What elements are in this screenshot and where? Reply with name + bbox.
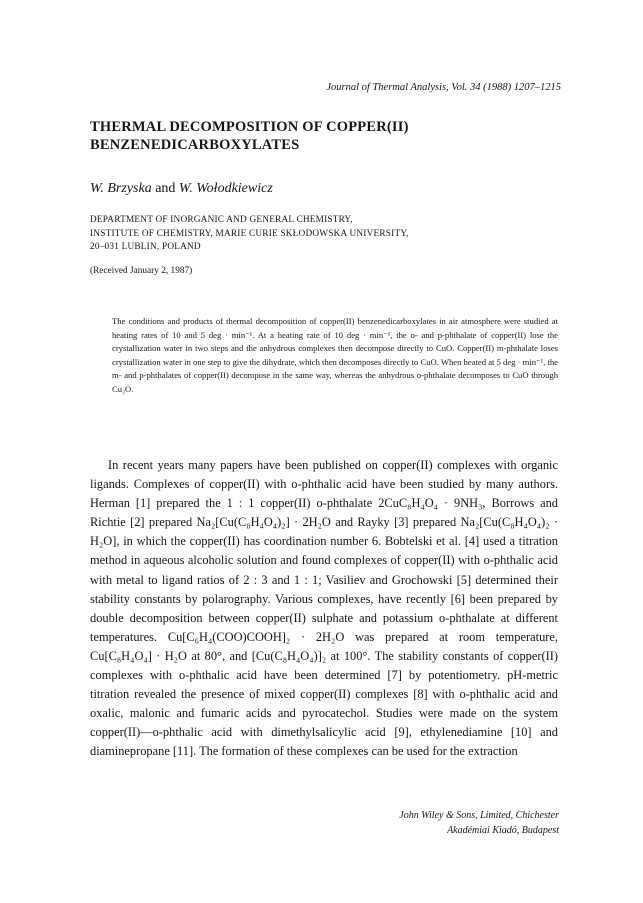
body-paragraph: In recent years many papers have been published on copper(II) complexes with organic ligands. Complexes of copper(II) with o-phthalic acid have been studied by many authors. Herman [1] prepared the 1 : 1 copper(II) o-phthalate 2CuC₈H₄O₄ · 9NH₃, Borrows and Richtie [2] prepared Na₂[Cu(C₈H₄O₄)₂] · 2H₂O and Rayky [3] prepared Na₂[Cu(C₈H₄O₄)₂ · H₂O], in which the copper(II) has coordination number 6. Bobtelski et al. [4] used a titration method in aqueous alcoholic solution and found complexes of copper(II) with o-phthalic acid with metal to ligand ratios of 2 : 3 and 1 : 1; Vasiliev and Grochowski [5] determined their stability constants by polarography. Various complexes, have recently [6] been prepared by double decomposition between copper(II) sulphate and potassium o-phthalate at different temperatures. Cu[C₆H₄(COO)COOH]₂ · 2H₂O was prepared at room temperature, Cu[C₈H₄O₄] · H₂O at 80°, and [Cu(C₈H₄O₄)]₂ at 100°. The stability constants of copper(II) complexes with o-phthalic acid have been determined [7] by potentiometry. pH-metric titration revealed the presence of mixed copper(II) complexes [8] with o-phthalic acid and oxalic, malonic and fumaric acids and pyrocatechol. Studies were made on the system copper(II)—o-phthalic acid with dimethylsalicylic acid [9], ethylenediamine [10] and diaminepropane [11]. The formation of these complexes can be used for the extraction — [90, 458, 558, 759]
received-date: (Received January 2, 1987) — [90, 266, 193, 276]
affiliation — [90, 214, 550, 255]
article-title — [90, 118, 560, 154]
author-joiner: and — [151, 181, 179, 196]
journal-citation: Journal of Thermal Analysis, Vol. 34 (1988) 1207–1215 — [326, 82, 561, 93]
affiliation-line-1: DEPARTMENT OF INORGANIC AND GENERAL CHEMISTRY, — [90, 215, 353, 225]
abstract: The conditions and products of thermal decomposition of copper(II) benzenedicarboxylates in air atmosphere were studied at heating rates of 10 and 5 deg · min⁻¹. At a heating rate of 10 deg · min⁻¹, the o- and p-phthalate of copper(II) lose the crystallization water in two steps and the anhydrous complexes then decompose directly to CuO. Copper(II) m-phthalate loses crystallization water in one step to give the dihydrate, which then decomposes directly to CuO. When heated at 5 deg · min⁻¹, the m- and p-phthalates of copper(II) decompose in the same way, whereas the anhydrous o-phthalate decomposes to CuO through Cu₂O. — [112, 316, 558, 394]
author-line — [90, 181, 273, 197]
publisher-footer — [399, 808, 559, 838]
author-2: W. Wołodkiewicz — [178, 181, 273, 196]
title-line-2: BENZENEDICARBOXYLATES — [90, 137, 300, 153]
title-line-1: THERMAL DECOMPOSITION OF COPPER(II) — [90, 119, 409, 135]
publisher-line-1: John Wiley & Sons, Limited, Chichester — [399, 810, 559, 821]
affiliation-line-3: 20–031 LUBLIN, POLAND — [90, 242, 201, 252]
publisher-line-2: Akadémiai Kiadó, Budapest — [447, 825, 559, 836]
body-text — [90, 456, 558, 762]
author-1: W. Brzyska — [90, 181, 152, 196]
affiliation-line-2: INSTITUTE OF CHEMISTRY, MARIE CURIE SKŁODOWSKA UNIVERSITY, — [90, 228, 409, 239]
